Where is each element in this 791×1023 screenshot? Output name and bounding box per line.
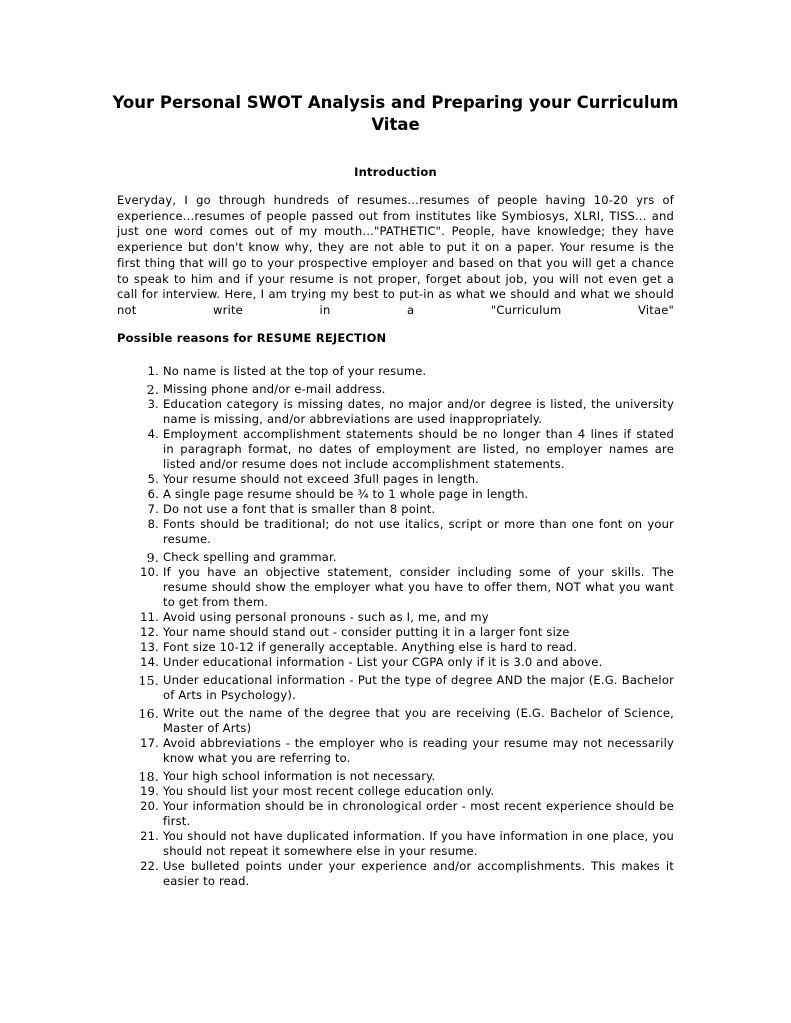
list-item-number: 18. <box>138 768 159 784</box>
list-item-number: 17. <box>140 735 159 750</box>
list-item <box>117 472 674 487</box>
list-item-number: 7. <box>147 501 159 516</box>
list-item <box>117 859 674 889</box>
list-item-text: Under educational information - List your CGPA only if it is 3.0 and above. <box>163 654 603 669</box>
list-item <box>117 625 674 640</box>
list-item <box>117 487 674 502</box>
list-item-number: 9. <box>146 549 159 565</box>
list-item-number: 22. <box>140 858 159 873</box>
document-title: Your Personal SWOT Analysis and Preparing your Curriculum Vitae <box>112 93 679 134</box>
list-item-number: 5. <box>147 471 159 486</box>
list-item-number: 4. <box>147 426 159 441</box>
list-item <box>117 397 674 427</box>
list-item-text: If you have an objective statement, consider including some of your skills. The resume should show the employer what you have to offer them, NOT what you want to get from them. <box>163 564 674 609</box>
list-item-number: 11. <box>140 609 159 624</box>
intro-paragraph: Everyday, I go through hundreds of resumes…resumes of people having 10-20 yrs of experience…resumes of people passed out from institutes like Symbiosys, XLRI, TISS… and just one word comes out of my mouth…"PATHETIC". People, have knowledge; they have experience but don't know why, they are not able to put it on a paper. Your resume is the first thing that will go to your prospective employer and based on that you will get a chance to speak to him and if your resume is not proper, forget about job, you will not even get a call for interview. Here, I am trying my best to put-in as what we should and what we should not write in a "Curriculum Vitae" <box>117 193 674 317</box>
list-item-text: Your name should stand out - consider putting it in a larger font size <box>163 624 570 639</box>
list-item-number: 12. <box>140 624 159 639</box>
list-item-number: 13. <box>140 639 159 654</box>
list-item <box>117 364 674 379</box>
document-page <box>112 92 679 889</box>
list-item-text: Font size 10-12 if generally acceptable. Anything else is hard to read. <box>163 639 578 654</box>
list-item-text: No name is listed at the top of your resume. <box>163 363 427 378</box>
list-item-number: 14. <box>140 654 159 669</box>
list-item-text: Do not use a font that is smaller than 8 point. <box>163 501 436 516</box>
list-item-number: 15. <box>138 672 159 688</box>
list-item <box>117 427 674 472</box>
list-item <box>117 565 674 610</box>
list-item-text: You should not have duplicated information. If you have information in one place, you should not repeat it somewhere else in your resume. <box>163 828 674 858</box>
list-item-text: Fonts should be traditional; do not use italics, script or more than one font on your resume. <box>163 516 674 546</box>
list-item-text: Avoid abbreviations - the employer who is reading your resume may not necessarily know what you are referring to. <box>163 735 674 765</box>
list-item-number: 19. <box>140 783 159 798</box>
list-item-number: 2. <box>146 381 159 397</box>
list-item-number: 16. <box>138 705 159 721</box>
list-item <box>117 502 674 517</box>
list-item <box>117 382 674 397</box>
list-item <box>117 517 674 547</box>
list-item <box>117 610 674 625</box>
list-item <box>117 673 674 703</box>
list-item-number: 21. <box>140 828 159 843</box>
list-item-number: 10. <box>140 564 159 579</box>
list-item-number: 20. <box>140 798 159 813</box>
list-item-text: You should list your most recent college education only. <box>163 783 495 798</box>
list-item <box>117 736 674 766</box>
list-item-text: Employment accomplishment statements should be no longer than 4 lines if stated in paragraph format, no dates of employment are listed, no employer names are listed and/or resume does not include accomplishment statements. <box>163 426 674 471</box>
list-item-text: Under educational information - Put the type of degree AND the major (E.G. Bachelor of Arts in Psychology). <box>163 672 674 702</box>
list-item-text: Missing phone and/or e-mail address. <box>163 381 386 396</box>
list-item <box>117 706 674 736</box>
list-item-number: 8. <box>147 516 159 531</box>
reasons-list <box>117 364 674 889</box>
list-item <box>117 799 674 829</box>
reasons-heading: Possible reasons for RESUME REJECTION <box>117 330 387 345</box>
list-item-text: Your high school information is not necessary. <box>163 768 436 783</box>
list-item-text: Your resume should not exceed 3full pages in length. <box>163 471 480 486</box>
list-item-text: Education category is missing dates, no major and/or degree is listed, the university name is missing, and/or abbreviations are used inappropriately. <box>163 396 674 426</box>
list-item <box>117 655 674 670</box>
list-item-text: Use bulleted points under your experience and/or accomplishments. This makes it easier to read. <box>163 858 674 888</box>
list-item-text: Write out the name of the degree that you are receiving (E.G. Bachelor of Science, Master of Arts) <box>163 705 674 735</box>
list-item-number: 6. <box>147 486 159 501</box>
list-item-number: 1. <box>147 363 159 378</box>
list-item-text: Your information should be in chronological order - most recent experience should be first. <box>163 798 674 828</box>
list-item <box>117 829 674 859</box>
list-item-number: 3. <box>147 396 159 411</box>
list-item-text: Check spelling and grammar. <box>163 549 337 564</box>
list-item <box>117 550 674 565</box>
list-item <box>117 640 674 655</box>
intro-heading: Introduction <box>354 165 437 179</box>
list-item <box>117 769 674 784</box>
list-item-text: Avoid using personal pronouns - such as I, me, and my <box>163 609 489 624</box>
list-item-text: A single page resume should be ¾ to 1 whole page in length. <box>163 486 529 501</box>
list-item <box>117 784 674 799</box>
